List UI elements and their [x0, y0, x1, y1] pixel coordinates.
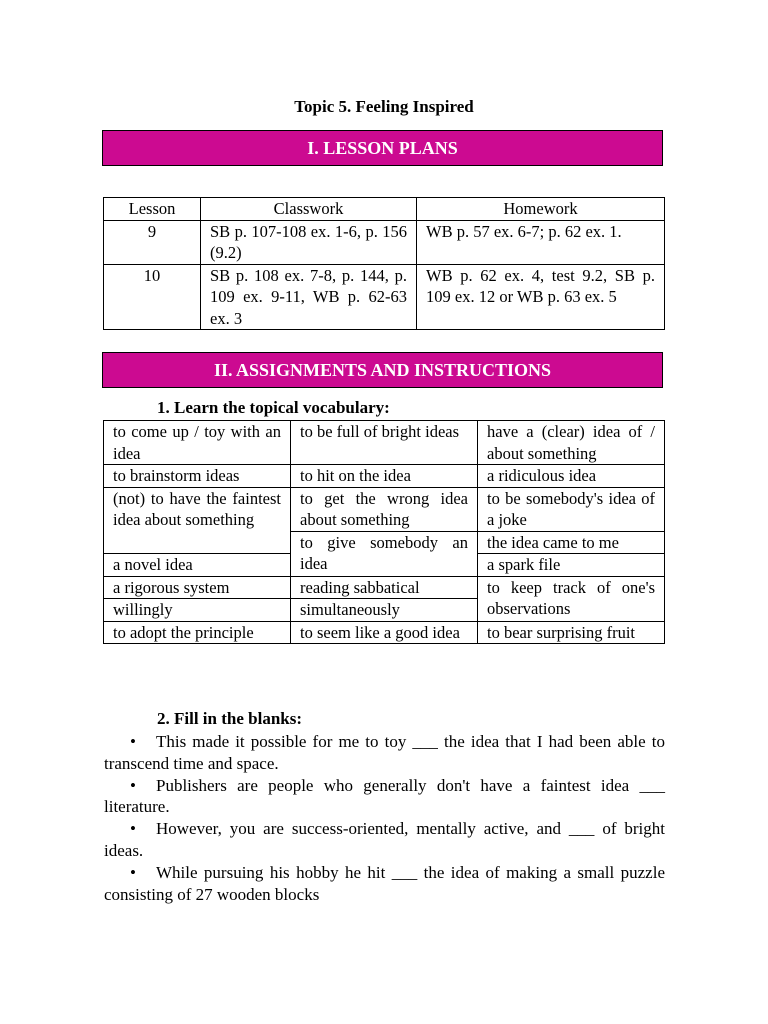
homework-cell: WB p. 62 ex. 4, test 9.2, SB p. 109 ex. 12 or WB p. 63 ex. 5 — [417, 264, 665, 330]
task-heading-vocabulary: 1. Learn the topical vocabulary: — [157, 398, 390, 417]
vocab-cell: to bear surprising fruit — [478, 621, 665, 644]
classwork-cell: SB p. 107-108 ex. 1-6, p. 156 (9.2) — [201, 220, 417, 264]
sentence: While pursuing his hobby he hit ___ the idea of making a small puzzle consisting of 27 wooden blocks — [104, 862, 665, 904]
table-row — [104, 576, 665, 599]
vocab-cell: to hit on the idea — [291, 465, 478, 488]
list-item — [104, 775, 665, 819]
vocab-cell: to keep track of one's observations — [478, 576, 665, 621]
list-item — [104, 862, 665, 906]
vocabulary-table — [103, 420, 665, 644]
classwork-cell: SB p. 108 ex. 7-8, p. 144, p. 109 ex. 9-11, WB p. 62-63 ex. 3 — [201, 264, 417, 330]
table-row — [104, 264, 665, 330]
homework-cell: WB p. 57 ex. 6-7; p. 62 ex. 1. — [417, 220, 665, 264]
task-heading-fill-blanks: 2. Fill in the blanks: — [157, 709, 303, 728]
vocab-cell: a spark file — [478, 554, 665, 577]
column-header-lesson: Lesson — [104, 198, 201, 221]
vocab-cell: to come up / toy with an idea — [104, 421, 291, 465]
sentence: However, you are success-oriented, mentally active, and ___ of bright ideas. — [104, 819, 665, 860]
bullet-icon: • — [130, 775, 136, 795]
table-row — [104, 621, 665, 644]
lesson-plans-table — [103, 197, 665, 330]
list-item — [104, 818, 665, 862]
column-header-homework: Homework — [417, 198, 665, 221]
lesson-number: 9 — [104, 220, 201, 264]
vocab-cell: simultaneously — [291, 599, 478, 622]
vocab-cell: (not) to have the faintest idea about something — [104, 487, 291, 554]
table-header-row — [104, 198, 665, 221]
list-item — [104, 731, 665, 775]
vocab-cell: to give somebody an idea — [291, 531, 478, 576]
vocab-cell: the idea came to me — [478, 531, 665, 554]
column-header-classwork: Classwork — [201, 198, 417, 221]
table-row — [104, 465, 665, 488]
vocab-cell: to adopt the principle — [104, 621, 291, 644]
vocab-cell: reading sabbatical — [291, 576, 478, 599]
table-row — [104, 220, 665, 264]
table-row — [104, 421, 665, 465]
vocab-cell: a rigorous system — [104, 576, 291, 599]
section-heading-lesson-plans: I. LESSON PLANS — [102, 130, 663, 166]
vocab-cell: to be somebody's idea of a joke — [478, 487, 665, 531]
vocab-cell: to get the wrong idea about something — [291, 487, 478, 531]
page-title: Topic 5. Feeling Inspired — [294, 97, 474, 116]
vocab-cell: have a (clear) idea of / about something — [478, 421, 665, 465]
section-heading-assignments: II. ASSIGNMENTS AND INSTRUCTIONS — [102, 352, 663, 388]
bullet-icon: • — [130, 732, 136, 751]
table-row — [104, 487, 665, 531]
vocab-cell: willingly — [104, 599, 291, 622]
vocab-cell: to brainstorm ideas — [104, 465, 291, 488]
sentence: Publishers are people who generally don't have a faintest idea ___ literature. — [104, 775, 665, 817]
vocab-cell: to seem like a good idea — [291, 621, 478, 644]
lesson-number: 10 — [104, 264, 201, 330]
sentence: This made it possible for me to toy ___ the idea that I had been able to transcend time and space. — [104, 732, 665, 773]
vocab-cell: a novel idea — [104, 554, 291, 577]
vocab-cell: to be full of bright ideas — [291, 421, 478, 465]
vocab-cell: a ridiculous idea — [478, 465, 665, 488]
bullet-icon: • — [130, 862, 136, 882]
bullet-icon: • — [130, 819, 136, 839]
fill-in-blanks-list — [104, 731, 665, 905]
